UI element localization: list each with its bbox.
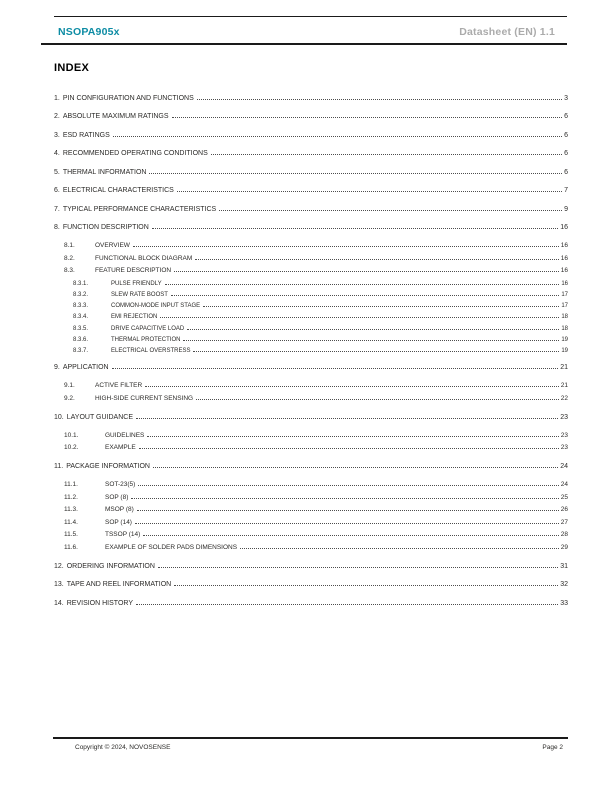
toc-entry-label: ABSOLUTE MAXIMUM RATINGS: [62, 113, 169, 120]
toc-entry[interactable]: [54, 396, 568, 403]
toc-entry-label: PACKAGE INFORMATION: [66, 463, 150, 471]
toc-entry-number: 11.3.: [64, 506, 78, 514]
toc-entry-number: 8.3.2.: [73, 291, 89, 298]
toc-entry[interactable]: [54, 507, 568, 514]
toc-entry-label: TSSOP (14): [105, 531, 141, 539]
toc-entry[interactable]: [54, 600, 568, 607]
toc-entry-page: 17: [561, 303, 568, 310]
toc-entry[interactable]: [54, 463, 568, 470]
toc-entry-number: 14.: [54, 599, 64, 607]
toc-entry-number: 7.: [54, 205, 60, 213]
toc-entry-number: 2.: [54, 113, 60, 120]
dot-leader: [152, 227, 558, 229]
dot-leader: [174, 270, 559, 272]
dot-leader: [183, 339, 559, 341]
dot-leader: [133, 245, 559, 247]
toc-entry-number: 8.1.: [64, 242, 75, 249]
toc-entry-page: 23: [560, 431, 568, 439]
toc-entry-label: TAPE AND REEL INFORMATION: [66, 581, 172, 589]
toc-entry[interactable]: [54, 337, 568, 343]
dot-leader: [112, 367, 559, 369]
dot-leader: [240, 547, 559, 549]
toc-entry-page: 16: [561, 280, 568, 287]
dot-leader: [174, 584, 558, 586]
toc-entry-number: 5.: [54, 168, 60, 176]
toc-entry-label: APPLICATION: [62, 364, 109, 372]
toc-entry[interactable]: [54, 132, 568, 139]
toc-entry[interactable]: [54, 169, 568, 176]
toc-entry-label: SLEW RATE BOOST: [111, 291, 168, 298]
toc-entry-number: 10.1.: [64, 431, 79, 439]
toc-entry-number: 10.2.: [64, 444, 79, 452]
toc-entry-number: 9.1.: [64, 382, 75, 390]
header-top-rule: [54, 16, 567, 17]
toc-entry-label: ACTIVE FILTER: [95, 382, 143, 390]
toc-entry-page: 19: [561, 348, 568, 355]
toc-entry-label: SOP (14): [105, 518, 132, 526]
toc-entry-number: 8.3.5.: [73, 325, 89, 332]
toc-entry-label: ELECTRICAL OVERSTRESS: [111, 348, 191, 355]
footer-rule: [53, 737, 568, 739]
toc-entry-label: PIN CONFIGURATION AND FUNCTIONS: [62, 94, 194, 102]
toc-entry-page: 32: [560, 581, 568, 589]
toc-entry-label: FUNCTIONAL BLOCK DIAGRAM: [95, 254, 193, 262]
page-footer: [53, 744, 568, 751]
toc-entry-label: PULSE FRIENDLY: [111, 280, 162, 287]
toc-entry-number: 9.: [54, 364, 60, 372]
toc-entry-number: 8.3.7.: [73, 348, 89, 355]
toc-entry-page: 17: [561, 291, 568, 298]
dot-leader: [149, 172, 562, 174]
toc-entry-page: 18: [561, 314, 568, 321]
toc-entry-page: 6: [564, 168, 568, 176]
toc-entry[interactable]: [54, 383, 568, 390]
toc-entry[interactable]: [54, 268, 568, 275]
toc-entry-number: 11.1.: [64, 481, 78, 489]
toc-entry[interactable]: [54, 281, 568, 287]
toc-entry-number: 13.: [54, 581, 64, 589]
toc-entry-number: 8.2.: [64, 254, 75, 262]
dot-leader: [147, 435, 558, 437]
dot-leader: [136, 417, 558, 419]
toc-entry-label: ELECTRICAL CHARACTERISTICS: [62, 187, 174, 194]
toc-entry[interactable]: [54, 224, 568, 231]
dot-leader: [211, 153, 562, 155]
toc-entry-number: 3.: [54, 131, 60, 139]
footer-page-number: Page 2: [542, 744, 563, 751]
toc-entry-number: 9.2.: [64, 394, 75, 402]
toc-entry-page: 26: [560, 506, 568, 514]
toc-entry-number: 12.: [54, 562, 64, 570]
toc-entry[interactable]: [54, 150, 568, 157]
toc-entry[interactable]: [54, 414, 568, 421]
toc-entry-label: COMMON-MODE INPUT STAGE: [111, 303, 201, 310]
toc-entry-page: 21: [560, 364, 568, 372]
toc-entry[interactable]: [54, 303, 568, 309]
toc-entry-number: 8.: [54, 224, 60, 231]
toc-entry-number: 8.3.6.: [73, 336, 89, 343]
header-bottom-rule: [41, 43, 567, 45]
dot-leader: [171, 294, 559, 296]
toc-entry-label: SOP (8): [105, 493, 129, 501]
dot-leader: [136, 603, 558, 605]
toc-entry-page: 3: [564, 94, 568, 102]
toc-entry-page: 16: [560, 267, 568, 274]
toc-entry-label: ESD RATINGS: [62, 131, 110, 139]
dot-leader: [135, 522, 559, 524]
toc-entry-page: 24: [560, 481, 568, 489]
page-title: INDEX: [54, 62, 90, 74]
toc-entry[interactable]: [54, 206, 568, 213]
dot-leader: [197, 98, 562, 100]
toc-entry-page: 24: [560, 463, 568, 471]
toc-entry[interactable]: [54, 433, 568, 440]
dot-leader: [137, 509, 559, 511]
toc-entry[interactable]: [54, 563, 568, 570]
toc-entry-page: 6: [564, 113, 568, 120]
toc-entry[interactable]: [54, 532, 568, 539]
toc-entry[interactable]: [54, 292, 568, 298]
toc-entry-page: 27: [560, 518, 568, 526]
dot-leader: [113, 135, 562, 137]
toc-entry[interactable]: [54, 445, 568, 452]
toc-entry[interactable]: [54, 95, 568, 102]
toc-entry-page: 19: [561, 336, 568, 343]
dot-leader: [145, 385, 559, 387]
toc-entry-number: 11.6.: [64, 543, 78, 551]
toc-entry-page: 16: [560, 254, 568, 262]
toc-entry-number: 10.: [54, 413, 64, 421]
toc-entry-page: 23: [560, 444, 568, 452]
toc-entry[interactable]: [54, 348, 568, 354]
toc-entry[interactable]: [54, 581, 568, 588]
toc-entry-number: 6.: [54, 187, 60, 194]
toc-entry-label: SOT-23(5): [105, 481, 136, 489]
toc-entry-page: 29: [560, 543, 568, 551]
dot-leader: [177, 190, 562, 192]
toc-entry-page: 7: [564, 187, 568, 194]
toc-entry-number: 8.3.3.: [73, 303, 89, 310]
toc-entry-page: 21: [560, 382, 568, 390]
dot-leader: [138, 484, 558, 486]
toc-entry-page: 25: [560, 493, 568, 501]
toc-entry-label: TYPICAL PERFORMANCE CHARACTERISTICS: [62, 205, 217, 213]
toc-entry-label: RECOMMENDED OPERATING CONDITIONS: [62, 150, 208, 157]
dot-leader: [153, 466, 558, 468]
product-name: NSOPA905x: [58, 26, 120, 38]
toc-entry-page: 28: [560, 531, 568, 539]
dot-leader: [193, 350, 559, 352]
dot-leader: [143, 534, 558, 536]
toc-entry-page: 33: [560, 599, 568, 607]
dot-leader: [131, 497, 558, 499]
toc-entry-page: 16: [560, 242, 568, 249]
toc-entry[interactable]: [54, 113, 568, 120]
toc-entry-page: 23: [560, 413, 568, 421]
toc-entry-label: EXAMPLE OF SOLDER PADS DIMENSIONS: [105, 543, 238, 551]
toc-entry[interactable]: [54, 314, 568, 320]
toc-entry-label: GUIDELINES: [105, 431, 145, 439]
toc-list: [54, 83, 568, 607]
dot-leader: [165, 283, 560, 285]
toc-entry-label: MSOP (8): [105, 506, 134, 514]
toc-entry-number: 8.3.4.: [73, 314, 89, 321]
toc-entry-page: 18: [561, 325, 568, 332]
toc-entry[interactable]: [54, 326, 568, 332]
toc-entry[interactable]: [54, 364, 568, 371]
dot-leader: [158, 566, 558, 568]
toc-entry[interactable]: [54, 256, 568, 263]
page-header: [41, 26, 567, 38]
toc-entry-page: 6: [564, 131, 568, 139]
toc-entry-page: 31: [560, 562, 568, 570]
toc-entry-label: OVERVIEW: [95, 242, 130, 249]
toc-entry[interactable]: [54, 545, 568, 552]
dot-leader: [139, 447, 559, 449]
toc-entry-label: HIGH-SIDE CURRENT SENSING: [95, 394, 194, 402]
toc-entry-label: DRIVE CAPACITIVE LOAD: [111, 325, 185, 332]
toc-entry[interactable]: [54, 187, 568, 194]
toc-entry-label: EXAMPLE: [105, 444, 136, 452]
toc-entry-label: FUNCTION DESCRIPTION: [62, 224, 149, 231]
dot-leader: [203, 305, 559, 307]
toc-entry[interactable]: [54, 520, 568, 527]
toc-entry[interactable]: [54, 482, 568, 489]
document-title-version: Datasheet (EN) 1.1: [459, 26, 555, 38]
toc-entry-page: 6: [564, 150, 568, 157]
toc-entry-number: 11.5.: [64, 531, 78, 539]
toc-entry-number: 11.: [54, 463, 64, 471]
toc-entry-page: 22: [560, 394, 568, 402]
toc-entry-number: 1.: [54, 94, 60, 102]
toc-entry-page: 9: [564, 205, 568, 213]
toc-entry-label: FEATURE DESCRIPTION: [95, 267, 172, 274]
toc-entry-label: EMI REJECTION: [111, 314, 158, 321]
toc-entry-number: 8.3.: [64, 267, 75, 274]
dot-leader: [195, 258, 558, 260]
toc-entry-number: 4.: [54, 150, 60, 157]
toc-entry-label: REVISION HISTORY: [66, 599, 133, 607]
dot-leader: [196, 398, 559, 400]
toc-entry-number: 11.4.: [64, 518, 78, 526]
toc-entry-label: THERMAL INFORMATION: [62, 168, 147, 176]
dot-leader: [172, 116, 563, 118]
dot-leader: [187, 328, 559, 330]
toc-entry[interactable]: [54, 243, 568, 250]
copyright-text: Copyright © 2024, NOVOSENSE: [75, 744, 171, 751]
toc-entry[interactable]: [54, 495, 568, 502]
toc-entry-label: ORDERING INFORMATION: [66, 562, 155, 570]
toc-entry-page: 16: [560, 224, 568, 231]
toc-entry-label: LAYOUT GUIDANCE: [66, 413, 133, 421]
toc-entry-number: 8.3.1.: [73, 280, 89, 287]
toc-entry-label: THERMAL PROTECTION: [111, 336, 181, 343]
toc-entry-number: 11.2.: [64, 493, 78, 501]
dot-leader: [160, 316, 559, 318]
dot-leader: [219, 209, 562, 211]
